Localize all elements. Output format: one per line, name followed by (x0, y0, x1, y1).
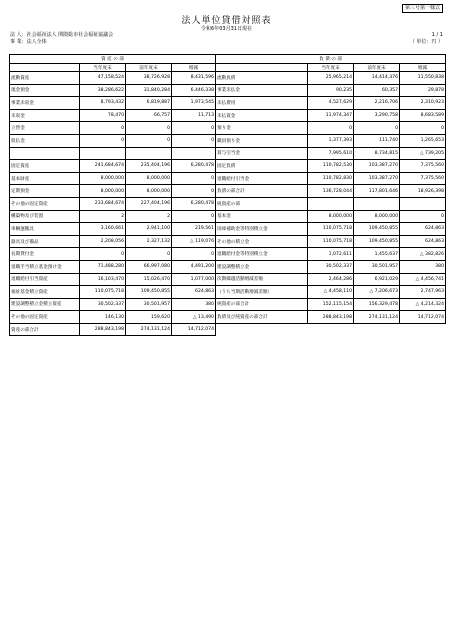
net-asset-previous-value: 274,131,124 (354, 311, 400, 324)
asset-current-value: 8,000,000 (80, 172, 126, 185)
asset-current-value (80, 147, 126, 160)
blank-header (216, 64, 308, 72)
table-row (10, 97, 446, 110)
liability-current-value: 7,995,610 (308, 147, 354, 160)
column-header-previous: 前年度末 (354, 64, 400, 72)
net-asset-previous-value: 30,501,957 (354, 260, 400, 273)
liability-change-value: 11,550,838 (400, 72, 446, 85)
asset-item-label: 流動資産 (10, 72, 80, 85)
asset-item-label: 建設調整積立金積立資産 (10, 298, 80, 311)
asset-change-value: 1,973,545 (172, 97, 216, 110)
net-asset-item-label: 国庫補助金等特別積立金 (216, 223, 308, 236)
asset-item-label: 資産の部合計 (10, 323, 80, 336)
net-asset-change-value: 0 (400, 210, 446, 223)
asset-previous-value: 31,840,284 (126, 84, 172, 97)
liability-current-value: 0 (308, 122, 354, 135)
column-header-current: 当年度末 (308, 64, 354, 72)
net-asset-previous-value: 1,455,637 (354, 248, 400, 261)
asset-current-value: 3,160,661 (80, 223, 126, 236)
asset-previous-value: 6,819,887 (126, 97, 172, 110)
asset-previous-value: 0 (126, 248, 172, 261)
form-number: 第三号第一様式 (402, 4, 443, 13)
asset-change-value: △ 119,076 (172, 235, 216, 248)
liability-item-label: 固定負債 (216, 160, 308, 173)
table-row (10, 172, 446, 185)
net-asset-previous-value: 6,921,029 (354, 273, 400, 286)
asset-change-value: 219,561 (172, 223, 216, 236)
asset-previous-value (126, 147, 172, 160)
net-asset-change-value: 380 (400, 260, 446, 273)
liability-item-label: 未払賞金 (216, 109, 308, 122)
net-asset-current-value: 30,502,337 (308, 260, 354, 273)
asset-change-value: 380 (172, 298, 216, 311)
asset-change-value: 6,280,478 (172, 197, 216, 210)
liability-current-value: 1,377,393 (308, 134, 354, 147)
net-asset-item-label: 次期繰越活動増減差額 (216, 273, 308, 286)
page-number: 1 / 1 (431, 32, 443, 38)
net-asset-current-value: 8,000,000 (308, 210, 354, 223)
asset-item-label: 現金預金 (10, 84, 80, 97)
liability-previous-value: 8,734,815 (354, 147, 400, 160)
asset-previous-value: 2,327,132 (126, 235, 172, 248)
blank-header (10, 64, 80, 72)
asset-current-value: 0 (80, 248, 126, 261)
asset-change-value: 0 (172, 122, 216, 135)
asset-item-label: その他の固定資産 (10, 197, 80, 210)
liability-item-label: 退職給付引当金 (216, 172, 308, 185)
liability-previous-value: 2,216,706 (354, 97, 400, 110)
liability-current-value: 136,728,044 (308, 185, 354, 198)
liability-item-label: 流動負債 (216, 72, 308, 85)
table-row (10, 109, 446, 122)
liability-change-value: 7,375,560 (400, 160, 446, 173)
table-row (10, 298, 446, 311)
asset-change-value: 6,280,478 (172, 160, 216, 173)
liability-change-value: 0 (400, 122, 446, 135)
asset-item-label: 車輌運搬具 (10, 223, 80, 236)
assets-section-header: 資 産 の 部 (10, 55, 216, 64)
net-asset-item-label: 建設調整積立金 (216, 260, 308, 273)
asset-item-label: 未収金 (10, 109, 80, 122)
liability-current-value: 4,527,629 (308, 97, 354, 110)
asset-previous-value: 38,726,928 (126, 72, 172, 85)
liability-change-value: 8,683,589 (400, 109, 446, 122)
table-row (10, 84, 446, 97)
asset-item-label: 構築物及び装置 (10, 210, 80, 223)
net-asset-previous-value: 109,450,855 (354, 223, 400, 236)
liability-change-value: 1,265,653 (400, 134, 446, 147)
liability-previous-value: 3,290,758 (354, 109, 400, 122)
asset-previous-value: 30,501,957 (126, 298, 172, 311)
asset-item-label: 退職手当積立基金預け金 (10, 260, 80, 273)
blank-cell (354, 197, 400, 210)
net-asset-item-label: （うち当期活動増減差額） (216, 286, 308, 299)
table-row (10, 235, 446, 248)
asset-current-value: 241,684,674 (80, 160, 126, 173)
asset-change-value: 11,713 (172, 109, 216, 122)
asset-item-label: 仮払金 (10, 134, 80, 147)
column-header-change: 増減 (400, 64, 446, 72)
asset-current-value: 78,470 (80, 109, 126, 122)
liability-previous-value: 111,740 (354, 134, 400, 147)
liability-current-value: 11,974,347 (308, 109, 354, 122)
table-row (10, 72, 446, 85)
table-row (10, 160, 446, 173)
liability-previous-value: 0 (354, 122, 400, 135)
net-asset-previous-value: △ 7,206,673 (354, 286, 400, 299)
asset-item-label: 定期預金 (10, 185, 80, 198)
liability-change-value: 29,878 (400, 84, 446, 97)
asset-change-value (172, 147, 216, 160)
net-asset-current-value: 1,072,611 (308, 248, 354, 261)
asset-previous-value: 66,997,080 (126, 260, 172, 273)
asset-change-value: 14,712,074 (172, 323, 216, 336)
net-asset-previous-value: 109,450,855 (354, 235, 400, 248)
liability-change-value: 2,310,923 (400, 97, 446, 110)
asset-previous-value: 159,620 (126, 311, 172, 324)
asset-change-value: 0 (172, 210, 216, 223)
net-assets-section-header: 純資産の部 (216, 197, 308, 210)
blank-cell (400, 197, 446, 210)
asset-change-value: △ 13,490 (172, 311, 216, 324)
net-asset-change-value: 14,712,074 (400, 311, 446, 324)
net-asset-current-value: 288,843,198 (308, 311, 354, 324)
asset-item-label: その他の固定資産 (10, 311, 80, 324)
asset-previous-value: 8,000,000 (126, 185, 172, 198)
table-row (10, 122, 446, 135)
asset-current-value: 71,488,280 (80, 260, 126, 273)
asset-change-value: 6,446,338 (172, 84, 216, 97)
asset-current-value: 0 (80, 134, 126, 147)
asset-current-value: 8,000,000 (80, 185, 126, 198)
page-info (410, 32, 443, 46)
asset-item-label: 立替金 (10, 122, 80, 135)
asset-previous-value: 274,131,124 (126, 323, 172, 336)
asset-current-value: 233,684,674 (80, 197, 126, 210)
asset-current-value: 0 (80, 122, 126, 135)
asset-current-value: 8,793,432 (80, 97, 126, 110)
balance-sheet-body (10, 72, 446, 336)
asset-change-value: 4,491,200 (172, 260, 216, 273)
liability-previous-value: 117,801,646 (354, 185, 400, 198)
liability-change-value: 7,375,560 (400, 172, 446, 185)
asset-change-value: 624,863 (172, 286, 216, 299)
liability-previous-value: 103,387,270 (354, 172, 400, 185)
balance-sheet-table (9, 54, 446, 336)
asset-current-value: 30,502,337 (80, 298, 126, 311)
table-row (10, 286, 446, 299)
asset-previous-value: 2,941,100 (126, 223, 172, 236)
asset-change-value: 1,077,000 (172, 273, 216, 286)
blank-cell (308, 197, 354, 210)
asset-previous-value: 66,757 (126, 109, 172, 122)
liability-current-value: 110,782,830 (308, 172, 354, 185)
net-asset-previous-value: 156,329,478 (354, 298, 400, 311)
net-asset-change-value: 2,747,963 (400, 286, 446, 299)
asset-previous-value: 15,026,470 (126, 273, 172, 286)
asset-item-label: 事業未収金 (10, 97, 80, 110)
net-asset-change-value: △ 382,826 (400, 248, 446, 261)
liability-previous-value: 14,414,376 (354, 72, 400, 85)
net-asset-change-value: △ 4,214,324 (400, 298, 446, 311)
asset-change-value: 8,431,596 (172, 72, 216, 85)
net-asset-change-value: 624,863 (400, 223, 446, 236)
page-title: 法人単位貸借対照表 (181, 16, 272, 26)
table-row (10, 185, 446, 198)
asset-previous-value: 109,450,855 (126, 286, 172, 299)
net-asset-current-value: 152,115,154 (308, 298, 354, 311)
column-header-previous: 前年度末 (126, 64, 172, 72)
asset-previous-value: 227,404,196 (126, 197, 172, 210)
liability-item-label: 職員預り金 (216, 134, 308, 147)
asset-change-value: 0 (172, 172, 216, 185)
net-asset-current-value: △ 4,458,110 (308, 286, 354, 299)
liabilities-section-header: 負 債 の 部 (216, 55, 446, 64)
asset-item-label: 器具及び備品 (10, 235, 80, 248)
liability-current-value: 90,235 (308, 84, 354, 97)
table-row (10, 311, 446, 324)
asset-item-label: 固定資産 (10, 160, 80, 173)
column-header-current: 当年度末 (80, 64, 126, 72)
liability-item-label: 事業未払金 (216, 84, 308, 97)
asset-previous-value: 0 (126, 122, 172, 135)
liability-current-value: 25,965,214 (308, 72, 354, 85)
net-asset-change-value: △ 4,456,741 (400, 273, 446, 286)
asset-current-value: 47,158,524 (80, 72, 126, 85)
net-asset-item-label: 負債及び純資産の部合計 (216, 311, 308, 324)
net-asset-change-value: 624,863 (400, 235, 446, 248)
table-row (10, 197, 446, 210)
header-info (10, 32, 113, 46)
asset-current-value: 16,103,470 (80, 273, 126, 286)
asset-change-value: 0 (172, 185, 216, 198)
liability-current-value: 110,782,530 (308, 160, 354, 173)
business-name: 事 業：法人全体 (10, 39, 47, 45)
table-row (10, 248, 446, 261)
column-header-change: 増減 (172, 64, 216, 72)
liability-item-label: 預り金 (216, 122, 308, 135)
net-asset-current-value: 2,464,286 (308, 273, 354, 286)
net-asset-previous-value: 8,000,000 (354, 210, 400, 223)
asset-current-value: 110,075,718 (80, 286, 126, 299)
liability-change-value: 18,926,398 (400, 185, 446, 198)
asset-item-label: 長期貸付金 (10, 248, 80, 261)
net-asset-item-label: その他の積立金 (216, 235, 308, 248)
table-row (10, 147, 446, 160)
liability-item-label: 負債の部合計 (216, 185, 308, 198)
asset-previous-value: 8,000,000 (126, 172, 172, 185)
unit-label: （ 単位：円 ） (409, 39, 443, 45)
net-asset-current-value: 110,075,718 (308, 223, 354, 236)
table-row (10, 210, 446, 223)
asset-item-label: 基本財産 (10, 172, 80, 185)
asset-previous-value: 0 (126, 134, 172, 147)
net-asset-current-value: 110,075,718 (308, 235, 354, 248)
table-row (10, 323, 446, 336)
liability-previous-value: 60,357 (354, 84, 400, 97)
asset-item-label: 退職給付引当資産 (10, 273, 80, 286)
asset-change-value: 0 (172, 134, 216, 147)
table-row (10, 223, 446, 236)
asset-current-value: 146,130 (80, 311, 126, 324)
asset-current-value: 2 (80, 210, 126, 223)
asset-change-value: 0 (172, 248, 216, 261)
liability-previous-value: 103,387,270 (354, 160, 400, 173)
table-row (10, 273, 446, 286)
asset-previous-value: 2 (126, 210, 172, 223)
asset-current-value: 2,208,056 (80, 235, 126, 248)
liability-change-value: △ 739,205 (400, 147, 446, 160)
net-asset-item-label: 基本金 (216, 210, 308, 223)
net-asset-item-label: 退職給付金等特別積立金 (216, 248, 308, 261)
asset-item-label (10, 147, 80, 160)
asset-item-label: 福祉基金積立資産 (10, 286, 80, 299)
table-row (10, 134, 446, 147)
asset-current-value: 288,843,198 (80, 323, 126, 336)
liability-item-label: 賞与引当金 (216, 147, 308, 160)
report-date: 令和6年03月31日現在 (201, 26, 252, 32)
asset-current-value: 38,286,622 (80, 84, 126, 97)
corporation-name: 法 人：社会福祉法人 関隈総市社会福祉協議会 (10, 32, 114, 38)
liability-item-label: 未払費用 (216, 97, 308, 110)
table-row (10, 260, 446, 273)
net-asset-item-label: 純資産の部合計 (216, 298, 308, 311)
asset-previous-value: 235,404,196 (126, 160, 172, 173)
